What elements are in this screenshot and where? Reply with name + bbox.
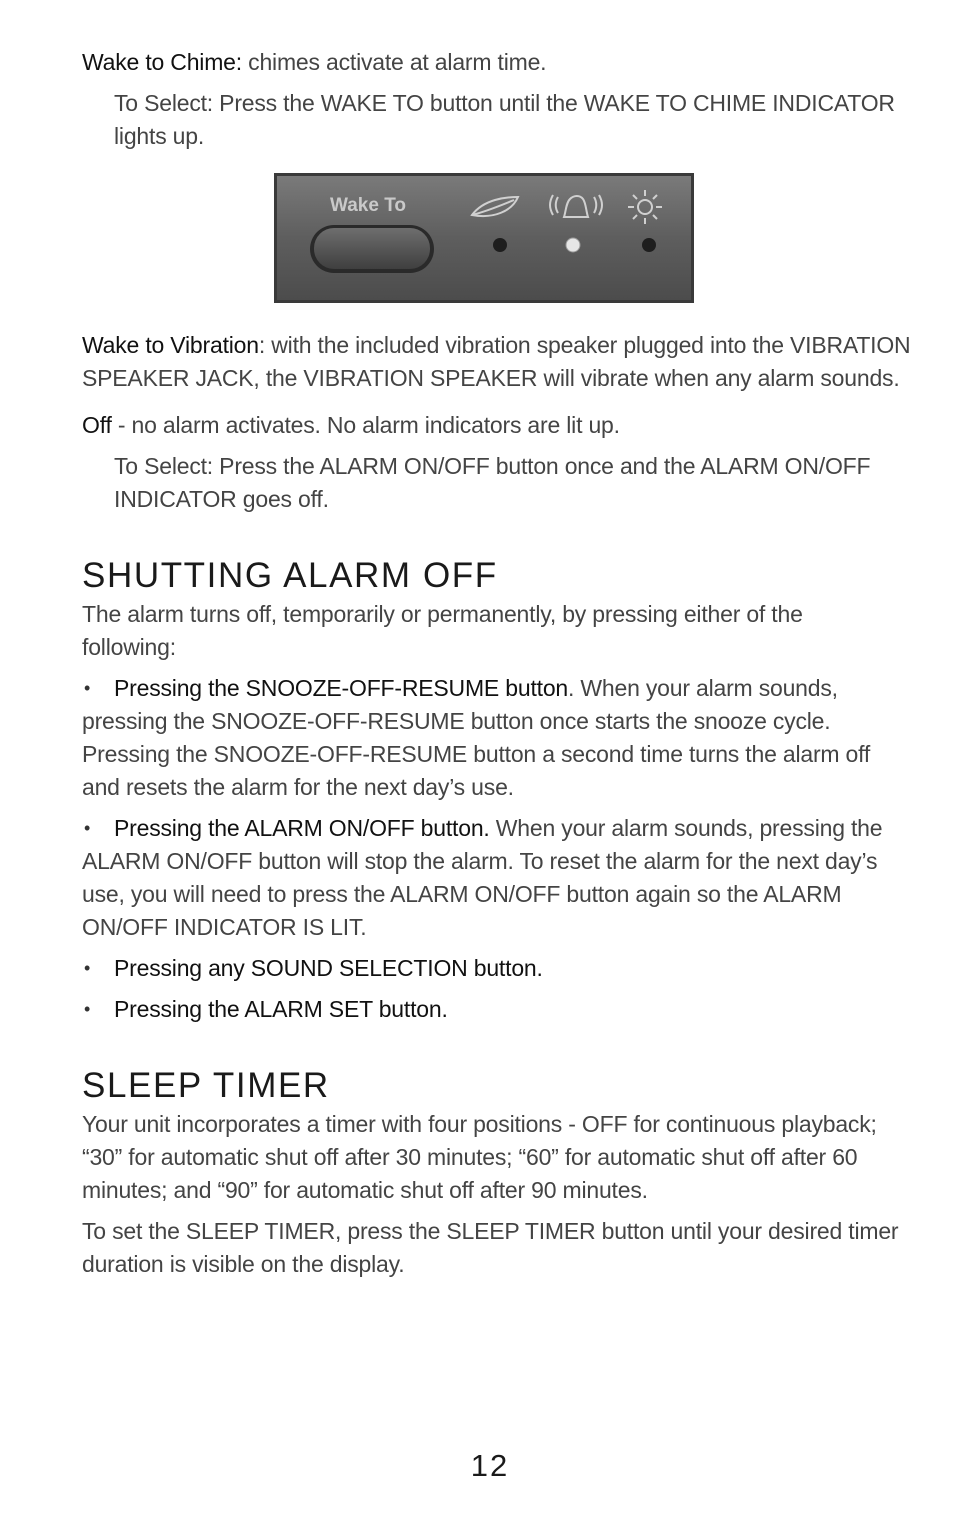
shutting-intro: The alarm turns off, temporarily or permanently, by pressing either of the following: [82, 601, 803, 660]
bullet-alarm-onoff-lead: Pressing the ALARM ON/OFF button. [114, 815, 490, 841]
sleep-timer-p1: Your unit incorporates a timer with four positions - OFF for continuous playback; “30” for automatic shut off after 30 minutes; “60” for automatic shut off after 60 minutes; and “90” for automatic shut off after 90 minutes. [82, 1111, 877, 1203]
wake-chime-lead: Wake to Chime: [82, 49, 242, 75]
manual-page [82, 46, 912, 1281]
sleep-timer-heading: SLEEP TIMER [82, 1066, 330, 1105]
off-lead: Off [82, 412, 112, 438]
wake-vibration-paragraph [82, 329, 912, 395]
bullet-alarm-set [82, 993, 912, 1026]
bullet-sound-selection [82, 952, 912, 985]
wake-to-label: Wake To [330, 195, 407, 216]
page-number: 12 [470, 1448, 510, 1483]
bullet-snooze-lead: Pressing the SNOOZE-OFF-RESUME button [114, 675, 569, 701]
bullet-alarm-onoff-text: When your alarm sounds, pressing the ALARM ON/OFF button will stop the alarm. To reset the alarm for the next day’s use, you will need to press the ALARM ON/OFF button again so the ALARM ON/OFF INDICATOR IS LIT. [82, 815, 883, 940]
bullet-dot: • [84, 958, 91, 978]
wake-vibration-lead: Wake to Vibration [82, 332, 259, 358]
wake-chime-paragraph [82, 46, 912, 79]
off-text: - no alarm activates. No alarm indicators are lit up. [111, 412, 620, 438]
bullet-alarm-set-lead: Pressing the ALARM SET button. [114, 996, 448, 1022]
wake-vibration-text: : with the included vibration speaker plugged into the VIBRATION SPEAKER JACK, the VIBRATION SPEAKER will vibrate when any alarm sounds. [82, 332, 911, 391]
wake-chime-text: chimes activate at alarm time. [241, 49, 547, 75]
off-select: To Select: Press the ALARM ON/OFF button once and the ALARM ON/OFF INDICATOR goes off. [114, 453, 871, 512]
bullet-snooze-text: . When your alarm sounds, pressing the SNOOZE-OFF-RESUME button once starts the snooze cycle. Pressing the SNOOZE-OFF-RESUME button a second time turns the alarm off and resets the alarm for the next day’s use. [82, 675, 871, 800]
shutting-alarm-off-heading: SHUTTING ALARM OFF [82, 556, 498, 595]
bullet-dot: • [84, 999, 91, 1019]
leaf-indicator-light [493, 238, 507, 252]
bullet-sound-selection-lead: Pressing any SOUND SELECTION button. [114, 955, 543, 981]
wake-to-panel-image [274, 173, 694, 303]
off-paragraph [82, 409, 912, 442]
bullet-alarm-onoff [82, 812, 912, 944]
bullet-snooze [82, 672, 912, 804]
sleep-timer-p2: To set the SLEEP TIMER, press the SLEEP TIMER button until your desired timer duration is visible on the display. [82, 1218, 899, 1277]
bullet-dot: • [84, 678, 91, 698]
bullet-dot: • [84, 818, 91, 838]
wake-chime-select: To Select: Press the WAKE TO button until the WAKE TO CHIME INDICATOR lights up. [114, 90, 895, 149]
wake-to-button[interactable] [310, 225, 434, 273]
chime-indicator-light [566, 238, 580, 252]
sun-indicator-light [642, 238, 656, 252]
wake-to-panel-figure [274, 173, 694, 303]
